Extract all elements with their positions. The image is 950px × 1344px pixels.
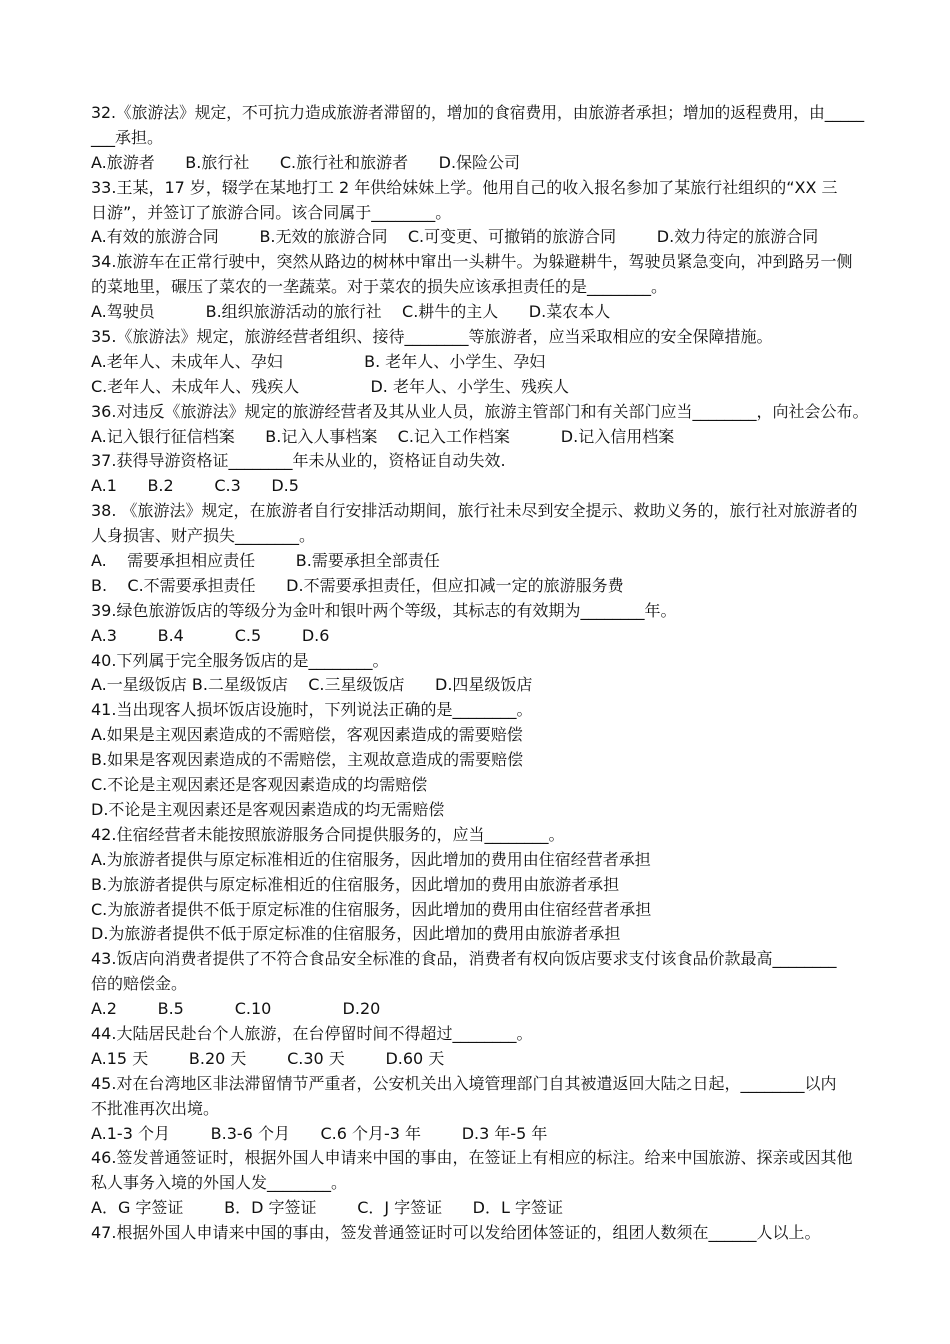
text-line: 的菜地里，碾压了菜农的一垄蔬菜。对于菜农的损失应该承担责任的是________。 bbox=[91, 277, 668, 297]
text-line: 42.住宿经营者未能按照旅游服务合同提供服务的，应当________。 bbox=[91, 824, 565, 844]
text-line: C.老年人、未成年人、残疾人 D. 老年人、小学生、残疾人 bbox=[91, 376, 569, 396]
text-line: 40.下列属于完全服务饭店的是________。 bbox=[91, 650, 389, 670]
text-line: 日游”，并签订了旅游合同。该合同属于________。 bbox=[91, 202, 452, 222]
text-line: 38. 《旅游法》规定，在旅游者自行安排活动期间，旅行社未尽到安全提示、救助义务的，旅行社对旅游者的 bbox=[91, 501, 858, 521]
text-line: 倍的赔偿金。 bbox=[91, 974, 188, 994]
text-line: A.驾驶员 B.组织旅游活动的旅行社 C.耕牛的主人 D.菜农本人 bbox=[91, 302, 611, 322]
text-line: A. 需要承担相应责任 B.需要承担全部责任 bbox=[91, 551, 440, 571]
text-line: 39.绿色旅游饭店的等级分为金叶和银叶两个等级，其标志的有效期为________年。 bbox=[91, 600, 677, 620]
document-page bbox=[91, 101, 873, 1246]
text-line: 46.签发普通签证时，根据外国人申请来中国的事由，在签证上有相应的标注。给来中国旅游、探亲或因其他 bbox=[91, 1148, 853, 1168]
text-line: C.不论是主观因素还是客观因素造成的均需赔偿 bbox=[91, 775, 428, 795]
text-line: A.2 B.5 C.10 D.20 bbox=[91, 999, 381, 1019]
text-line: A.1 B.2 C.3 D.5 bbox=[91, 476, 299, 496]
text-line: B. C.不需要承担责任 D.不需要承担责任，但应扣减一定的旅游服务费 bbox=[91, 575, 624, 595]
text-line: 43.饭店向消费者提供了不符合食品安全标准的食品，消费者有权向饭店要求支付该食品价款最高________ bbox=[91, 949, 837, 969]
text-line: 36.对违反《旅游法》规定的旅游经营者及其从业人员，旅游主管部门和有关部门应当________，向社会公布。 bbox=[91, 401, 869, 421]
text-line: D.为旅游者提供不低于原定标准的住宿服务，因此增加的费用由旅游者承担 bbox=[91, 924, 621, 944]
text-line: A.一星级饭店 B.二星级饭店 C.三星级饭店 D.四星级饭店 bbox=[91, 675, 533, 695]
text-line: A.旅游者 B.旅行社 C.旅行社和旅游者 D.保险公司 bbox=[91, 152, 521, 172]
text-line: 私人事务入境的外国人发________。 bbox=[91, 1173, 348, 1193]
text-line: 32.《旅游法》规定，不可抗力造成旅游者滞留的，增加的食宿费用，由旅游者承担；增加的返程费用，由_____ bbox=[91, 103, 865, 122]
text-line: C.为旅游者提供不低于原定标准的住宿服务，因此增加的费用由住宿经营者承担 bbox=[91, 899, 652, 919]
text-line: B.为旅游者提供与原定标准相近的住宿服务，因此增加的费用由旅游者承担 bbox=[91, 874, 620, 894]
text-line: A.为旅游者提供与原定标准相近的住宿服务，因此增加的费用由住宿经营者承担 bbox=[91, 849, 651, 869]
text-line: A.3 B.4 C.5 D.6 bbox=[91, 625, 330, 645]
text-line: D.不论是主观因素还是客观因素造成的均无需赔偿 bbox=[91, 799, 445, 819]
text-line: A.记入银行征信档案 B.记入人事档案 C.记入工作档案 D.记入信用档案 bbox=[91, 426, 675, 446]
text-line: B.如果是客观因素造成的不需赔偿，主观故意造成的需要赔偿 bbox=[91, 750, 524, 770]
text-line: 不批准再次出境。 bbox=[91, 1098, 220, 1118]
text-line: A.如果是主观因素造成的不需赔偿，客观因素造成的需要赔偿 bbox=[91, 725, 523, 745]
text-line: A．G 字签证 B．D 字签证 C．J 字签证 D．L 字签证 bbox=[91, 1198, 564, 1218]
text-line: 人身损害、财产损失________。 bbox=[91, 526, 316, 546]
text-line: 47.根据外国人申请来中国的事由，签发普通签证时可以发给团体签证的，组团人数须在______人以上。 bbox=[91, 1223, 821, 1243]
text-line: A.老年人、未成年人、孕妇 B. 老年人、小学生、孕妇 bbox=[91, 351, 546, 371]
text-line: A.有效的旅游合同 B.无效的旅游合同 C.可变更、可撤销的旅游合同 D.效力待定的旅游合同 bbox=[91, 227, 819, 247]
text-line: A.15 天 B.20 天 C.30 天 D.60 天 bbox=[91, 1048, 445, 1068]
text-line: 45.对在台湾地区非法滞留情节严重者，公安机关出入境管理部门自其被遣返回大陆之日起，________以内 bbox=[91, 1073, 837, 1093]
text-line: ___承担。 bbox=[91, 127, 164, 147]
text-line: 37.获得导游资格证________年未从业的，资格证自动失效. bbox=[91, 451, 506, 471]
text-line: A.1-3 个月 B.3-6 个月 C.6 个月-3 年 D.3 年-5 年 bbox=[91, 1123, 548, 1143]
text-line: 35.《旅游法》规定，旅游经营者组织、接待________等旅游者，应当采取相应的安全保障措施。 bbox=[91, 327, 773, 347]
text-line: 34.旅游车在正常行驶中，突然从路边的树林中窜出一头耕牛。为躲避耕牛，驾驶员紧急变向，冲到路另一侧 bbox=[91, 252, 853, 272]
text-line: 33.王某，17 岁，辍学在某地打工 2 年供给妹妹上学。他用自己的收入报名参加了某旅行社组织的“XX 三 bbox=[91, 177, 838, 197]
text-line: 41.当出现客人损坏饭店设施时，下列说法正确的是________。 bbox=[91, 700, 533, 720]
text-line: 44.大陆居民赴台个人旅游，在台停留时间不得超过________。 bbox=[91, 1023, 533, 1043]
